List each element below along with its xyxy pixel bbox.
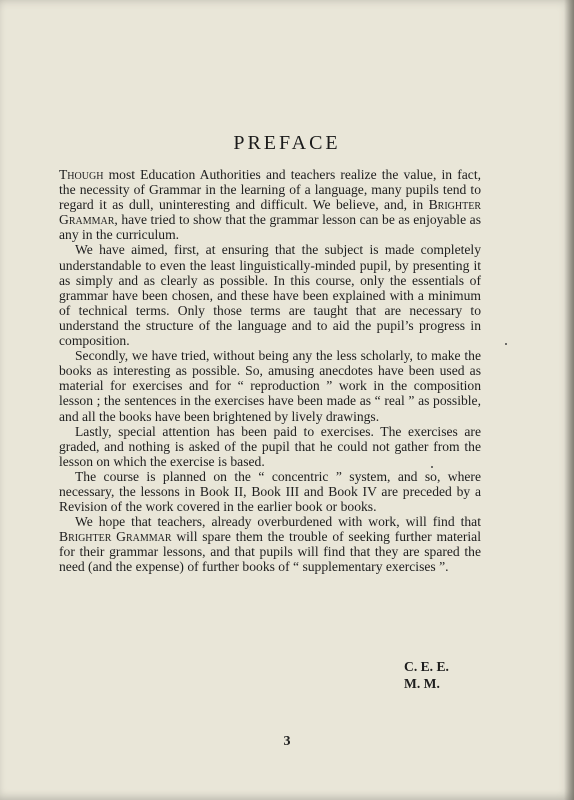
paragraph-2: We have aimed, first, at ensuring that the subject is made completely understandable to even the least linguistically-minded pupil, by presenting it as simply and as clearly as possible. In this course, only the essentials of grammar have been chosen, and these have been explained with a minimum of technical terms. Only those terms are taught that are necessary to understand the structure of the language and to aid the pupil’s progress in composition. [59,242,481,349]
page-number: 3 [283,734,291,749]
paragraph-3: Secondly, we have tried, without being any the less scholarly, to make the books as interesting as possible. So, amusing anecdotes have been used as material for exercises and for “ reproduction ” work in the composition lesson ; the sentences in the exercises have been made as “ real ” as possible, and all the books have been brightened by lively drawings. [59,348,481,424]
signature-line-2: M. M. [404,676,440,691]
signature-block [404,658,449,692]
signature-line-1: C. E. E. [404,659,449,674]
paragraph-6-text-a: We hope that teachers, already overburdened with work, will find that [75,514,481,530]
paragraph-4: Lastly, special attention has been paid to exercises. The exercises are graded, and nothing is asked of the pupil that he could not gather from the lesson on which the exercise is based. [59,423,481,469]
paragraph-6-text-b: will spare them the trouble of seeking further material for their grammar lessons, and that pupils will find that they are spared the need (and the expense) of further books of “ supplementary exercises ”. [59,529,481,575]
paper-speck [431,466,433,468]
paper-speck [505,343,507,345]
paragraph-5: The course is planned on the “ concentric ” system, and so, where necessary, the lessons in Book II, Book III and Book IV are preceded by a Revision of the work covered in the earlier book or books. [59,468,481,515]
paragraph-6 [59,514,481,574]
book-name: Brighter Grammar [59,529,172,545]
page-edge-shadow [564,0,574,800]
paragraph-1-text-b: , have tried to show that the grammar lesson can be as enjoyable as any in the curriculum. [59,212,481,243]
lead-word: Though [59,167,104,182]
preface-body [59,167,481,575]
book-name: Brighter Grammar [59,197,481,228]
page-title: PREFACE [233,132,341,154]
paragraph-1 [59,167,481,242]
paragraph-1-text-a: most Education Authorities and teachers realize the value, in fact, the necessity of Grammar in the learning of a language, many pupils tend to regard it as dull, uninteresting and difficult. We believe, and, in [59,167,481,213]
